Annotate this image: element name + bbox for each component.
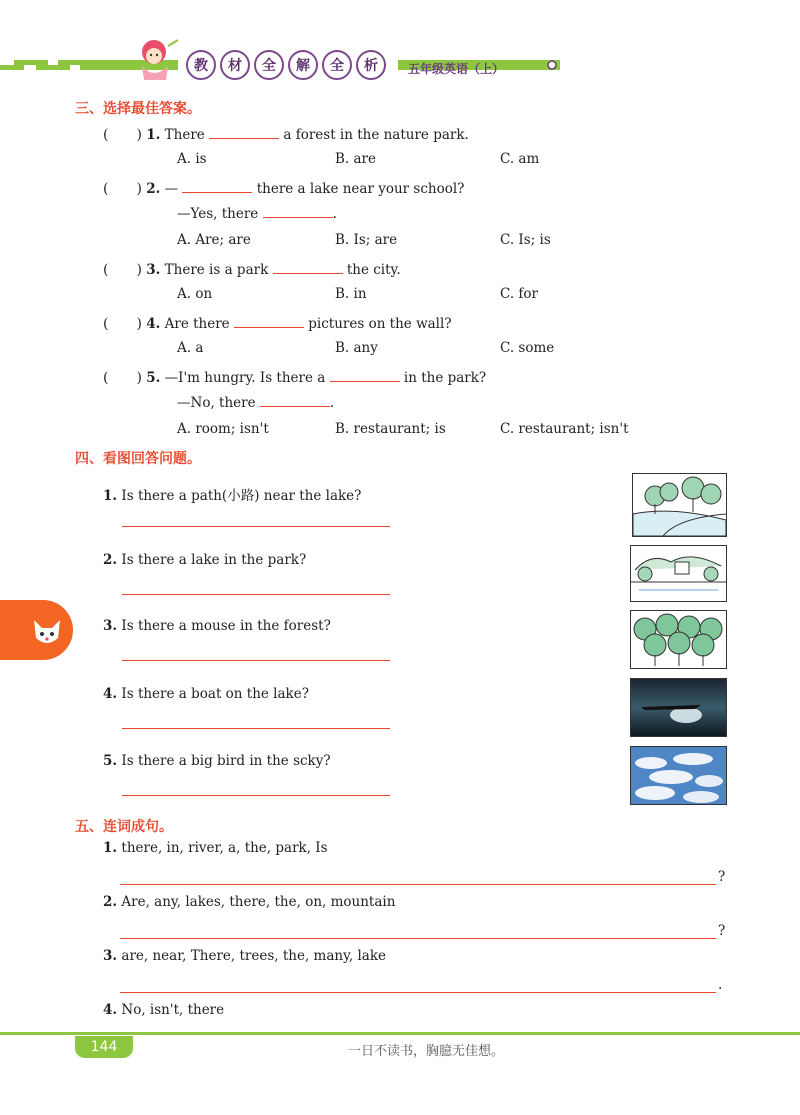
mascot-girl-icon — [132, 36, 180, 82]
blank[interactable] — [260, 394, 330, 407]
s3-question-2: ( ) 2. — there a lake near your school? — [103, 181, 465, 197]
header-char-5: 全 — [322, 50, 352, 80]
s3-question-5-line2: —No, there . — [177, 395, 335, 411]
blank[interactable] — [273, 261, 343, 274]
option: A. Are; are — [177, 232, 251, 248]
option: B. any — [335, 340, 378, 356]
park-path-lake-image — [632, 473, 727, 537]
end-punct: ? — [718, 869, 726, 885]
answer-line[interactable] — [122, 660, 390, 661]
s5-item-4: 4. No, isn't, there — [103, 1002, 225, 1018]
forest-trees-image — [630, 610, 727, 669]
answer-line[interactable] — [122, 728, 390, 729]
answer-paren[interactable]: ( ) — [103, 370, 142, 386]
answer-paren[interactable]: ( ) — [103, 262, 142, 278]
option: B. in — [335, 286, 367, 302]
end-punct: ? — [718, 923, 726, 939]
answer-paren[interactable]: ( ) — [103, 316, 142, 332]
header — [0, 0, 800, 90]
option: C. some — [500, 340, 555, 356]
answer-line[interactable] — [120, 938, 716, 939]
option: B. Is; are — [335, 232, 398, 248]
option: A. on — [177, 286, 213, 302]
option: C. am — [500, 151, 540, 167]
s4-question-4: 4. Is there a boat on the lake? — [103, 686, 309, 702]
boat-on-lake-photo — [630, 678, 727, 737]
s3-question-4: ( ) 4. Are there pictures on the wall? — [103, 316, 452, 332]
s3-question-1: ( ) 1. There a forest in the nature park. — [103, 127, 469, 143]
s4-question-2: 2. Is there a lake in the park? — [103, 552, 307, 568]
option: A. a — [177, 340, 204, 356]
footer-rule — [0, 1032, 800, 1035]
header-char-6: 析 — [356, 50, 386, 80]
footer-motto: 一日不读书，胸臆无佳想。 — [348, 1044, 505, 1059]
s3-question-2-line2: —Yes, there . — [177, 206, 337, 222]
section4-title: 四、看图回答问题。 — [75, 451, 201, 467]
option: A. is — [177, 151, 207, 167]
s5-item-3: 3. are, near, There, trees, the, many, lake — [103, 948, 387, 964]
blank[interactable] — [263, 205, 333, 218]
answer-paren[interactable]: ( ) — [103, 127, 142, 143]
blank[interactable] — [330, 369, 400, 382]
answer-paren[interactable]: ( ) — [103, 181, 142, 197]
s5-item-2: 2. Are, any, lakes, there, the, on, mountain — [103, 894, 396, 910]
option: B. restaurant; is — [335, 421, 446, 437]
option: B. are — [335, 151, 376, 167]
page-number: 144 — [75, 1036, 133, 1058]
blank[interactable] — [209, 126, 279, 139]
answer-line[interactable] — [120, 884, 716, 885]
end-punct: . — [718, 977, 723, 993]
answer-line[interactable] — [122, 526, 390, 527]
header-char-3: 全 — [254, 50, 284, 80]
s4-question-1: 1. Is there a path(小路) near the lake? — [103, 488, 362, 504]
s5-item-1: 1. there, in, river, a, the, park, Is — [103, 840, 328, 856]
option: C. restaurant; isn't — [500, 421, 629, 437]
cloudy-sky-photo — [630, 746, 727, 805]
option: C. Is; is — [500, 232, 551, 248]
option: C. for — [500, 286, 539, 302]
s4-question-5: 5. Is there a big bird in the scky? — [103, 753, 331, 769]
answer-line[interactable] — [120, 992, 716, 993]
blank[interactable] — [234, 315, 304, 328]
blank[interactable] — [182, 180, 252, 193]
answer-line[interactable] — [122, 594, 390, 595]
header-decor-band — [0, 58, 800, 72]
fox-mascot-icon — [30, 616, 64, 648]
header-char-4: 解 — [288, 50, 318, 80]
s3-question-3: ( ) 3. There is a park the city. — [103, 262, 401, 278]
option: A. room; isn't — [177, 421, 269, 437]
park-lake-image — [630, 545, 727, 602]
answer-line[interactable] — [122, 795, 390, 796]
s3-question-5: ( ) 5. —I'm hungry. Is there a in the park? — [103, 370, 487, 386]
header-char-1: 教 — [186, 50, 216, 80]
header-char-2: 材 — [220, 50, 250, 80]
header-subtitle: 五年级英语（上） — [408, 62, 505, 76]
section5-title: 五、连词成句。 — [75, 819, 173, 835]
section3-title: 三、选择最佳答案。 — [75, 101, 201, 117]
s4-question-3: 3. Is there a mouse in the forest? — [103, 618, 331, 634]
